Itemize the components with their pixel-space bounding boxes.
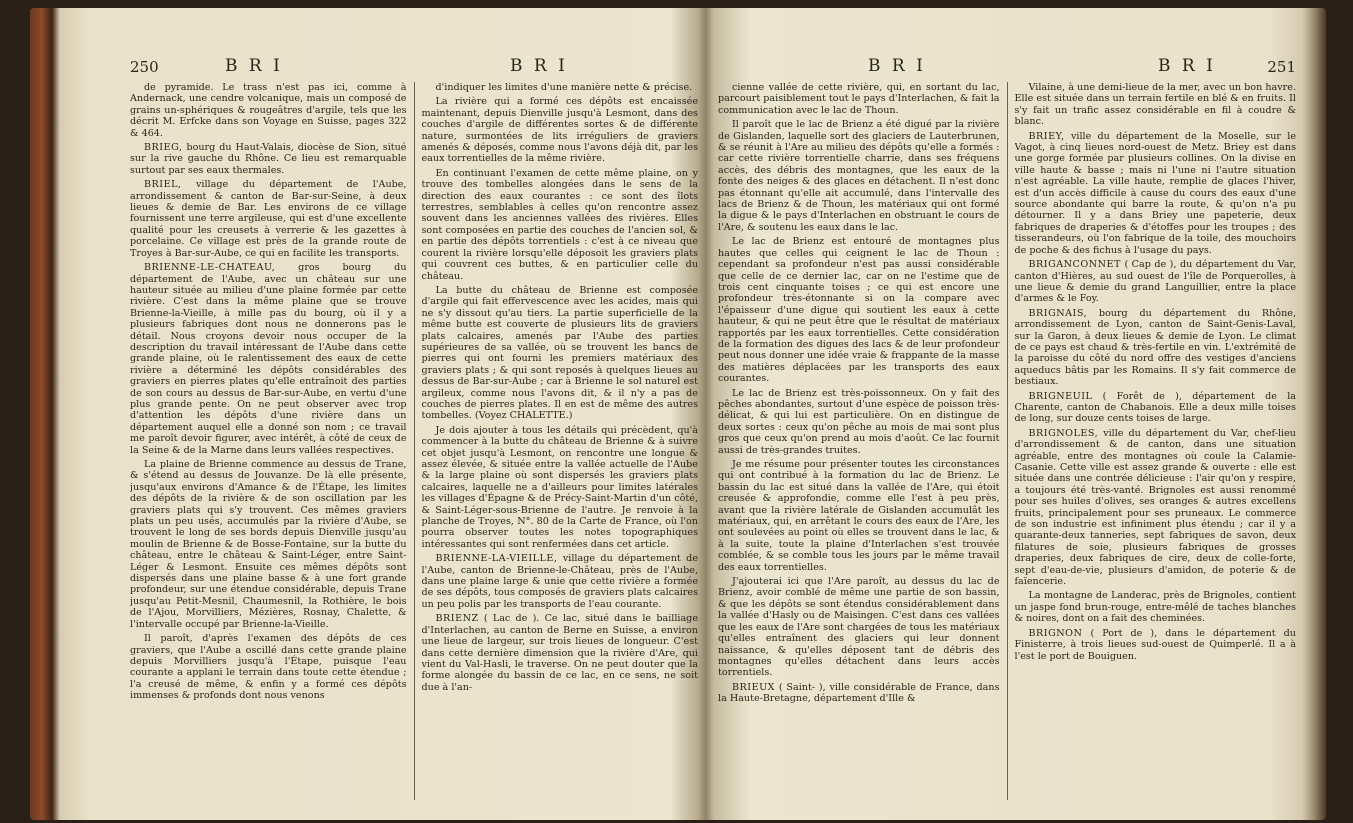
text-column [422, 82, 699, 800]
entry-text: Je me résume pour présenter toutes les circonstances qui ont contribué à la formation du lac de Brienz. Le bassin du lac est situé dans la vallée de l'Are, qui étoit creusée & approfondie, comme elle l'est à peu près, avant que la rivière latérale de Gislanden accumulât les matériaux, qui, en arrêtant le cours des eaux de l'Are, les ont soulevées au point où elles se trouvent dans le lac, & à la suite, toute la plaine d'Interlachen s'est trouvée comblée, & se comble tous les jours par le même travail des eaux torrentielles. [718, 459, 1000, 573]
right-page [718, 28, 1296, 808]
entry-text: village du département de l'Aube, canton de Brienne-le-Château, près de l'Aube, dans une plaine large & unie que cette rivière a formée de ses dépôts, tous composés de graviers plats calcaires un peu polis par les transports de l'eau courante. [421, 553, 698, 610]
dictionary-entry [1015, 428, 1297, 588]
entry-headword: BRIEL, [144, 179, 182, 191]
entry-headword: BRIENZ [435, 613, 479, 625]
dictionary-entry [422, 613, 699, 693]
paragraph [422, 285, 699, 422]
open-book [30, 8, 1326, 820]
paragraph [1015, 590, 1297, 624]
dictionary-entry [1015, 131, 1297, 256]
dictionary-entry [718, 682, 1000, 705]
column-rule [414, 82, 415, 800]
dictionary-entry [130, 179, 407, 259]
dictionary-entry [130, 262, 407, 456]
dictionary-entry [130, 142, 407, 176]
entry-text: village du département de l'Aube, arrondissement & canton de Bar-sur-Seine, à deux lieues & demie de Bar. Les environs de ce village fournissent une terre argileuse, qui est d'une excellente qualité pour les creusets à verrerie & les gazettes à porcelaine. Ce village est près de la grande route de Troyes à Bar-sur-Aube, ce qui en facilite les transports. [130, 179, 407, 259]
entry-text: Je dois ajouter à tous les détails qui précèdent, qu'à commencer à la butte du château de Brienne & à suivre cet objet jusqu'à Lesmont, on rencontre une longue & assez élevée, & située entre la vallée actuelle de l'Aube & la large plaine où sont dispersés les graviers plats calcaires, laquelle ne a d'ailleurs pour limites latérales les villages d'Épagne & de Précy-Saint-Martin d'un côté, & Saint-Léger-sous-Brienne de l'autre. Je renvoie à la planche de Troyes, N°. 80 de la Carte de France, où l'on pourra observer toutes les notes topographiques intéressantes qui sont renfermées dans cet article. [421, 424, 698, 550]
paragraph [130, 82, 407, 139]
entry-text: d'indiquer les limites d'une manière nette & précise. [435, 82, 693, 93]
entry-text: ( Lac de ). Ce lac, situé dans le bailliage d'Interlachen, au canton de Berne en Suisse, a environ une lieue de largeur, sur trois lieues de longueur. C'est dans cette dernière dimension que la rivière d'Are, qui vient du Val-Hasli, le traverse. On ne peut douter que la forme alongée du bassin de ce lac, en ce sens, ne soit due à l'an- [421, 613, 698, 693]
paragraph [718, 119, 1000, 233]
entry-text: Vilaine, à une demi-lieue de la mer, avec un bon havre. Elle est située dans un terrain fertile en blé & en fruits. Il s'y fait un trafic assez considérable en fil à coudre & blanc. [1014, 82, 1296, 128]
page-number: 250 [130, 58, 159, 76]
running-head: B R I [868, 56, 926, 76]
page-number: 251 [1267, 58, 1296, 76]
entry-text: gros bourg du département de l'Aube, avec un château sur une hauteur située au milieu d'une plaine formée par cette rivière. C'est dans la même plaine que se trouve Brienne-la-Vieille, à mille pas du bourg, où il y a plusieurs fabriques dont nous ne donnerons pas le détail. Nous croyons devoir nous occuper de la description du travail intéressant de l'Aube dans cette grande plaine, où le ralentissement des eaux de cette rivière a déterminé les dépôts considérables des graviers en pierres plates qu'elle entraînoit des parties de son cours au dessus de Bar-sur-Aube, en vertu d'une plus grande pente. On ne peut observer avec trop d'attention les dépôts d'une rivière dans un département auquel elle a donné son nom ; ce travail me paroît devoir figurer, avec intérêt, à côté de ceux de la Seine & de la Marne dans leurs vallées respectives. [130, 262, 407, 456]
entry-text: ( Port de ), dans le département du Finisterre, à trois lieues sud-ouest de Quimperlé. Il a à l'est le port de Bouiguen. [1014, 627, 1296, 662]
left-page-header [130, 56, 698, 82]
running-head: B R I [1158, 56, 1216, 76]
running-head: B R I [225, 56, 283, 76]
column-rule [1007, 82, 1008, 800]
left-page [130, 28, 698, 808]
paragraph [422, 168, 699, 282]
entry-headword: BRIENNE-LA-VIEILLE, [435, 553, 558, 565]
paragraph [718, 82, 1000, 116]
entry-text: Le lac de Brienz est entouré de montagnes plus hautes que celles qui ceignent le lac de Thoun : cependant sa profondeur n'est pas aussi considérable que celle de ce dernier lac, car on ne l'estime que de trois cent cinquante toises ; ce qui est encore une profondeur très-étonnante si on la compare avec l'épaisseur d'une digue qui soutient les eaux à cette hauteur, & qui ne peut être que le résultat de matériaux rapportés par les eaux torrentielles. Cette considération de la formation des digues des lacs & de leur profondeur peut nous donner une idée vraie & frappante de la masse des matières déplacées par les transports des eaux courantes. [718, 236, 1000, 385]
entry-text: cienne vallée de cette rivière, qui, en sortant du lac, parcourt paisiblement tout le pays d'Interlachen, & fait la communication avec le lac de Thoun. [718, 82, 1000, 116]
paragraph [718, 576, 1000, 679]
entry-text: de pyramide. Le trass n'est pas ici, comme à Andernack, une cendre volcanique, mais un composé de grains un-sphériques & rougeâtres d'argile, tels que les décrit M. Erfcke dans son Voyage en Suisse, pages 322 & 464. [130, 82, 407, 139]
entry-headword: BRIGNOLES, [1028, 427, 1099, 439]
text-column [130, 82, 407, 800]
entry-text: bourg du département du Rhône, arrondissement de Lyon, canton de Saint-Genis-Laval, sur la Garon, à deux lieues & demie de Lyon. Le climat de ce pays est chaud & très-fertile en vin. L'extrémité de la paroisse du côté du nord offre des vestiges d'anciens aqueducs bâtis par les Romains. Il s'y fait commerce de bestiaux. [1014, 307, 1296, 388]
entry-text: La montagne de Landerac, près de Brignoles, contient un jaspe fond brun-rouge, entre-mêlé de taches blanches & noires, dont on a fait des cheminées. [1014, 590, 1296, 625]
entry-text: En continuant l'examen de cette même plaine, on y trouve des tombelles alongées dans le sens de la direction des eaux courantes : ce sont des îlots terrestres, semblables à celles qu'on rencontre assez souvent dans les anciennes vallées des rivières. Elles sont composées en partie des couches de l'ancien sol, & en partie des dépôts torrentiels : c'est à ce niveau que courent la rivière lorsqu'elle déposoit les graviers plats qui couvrent ces buttes, & en particulier celle du château. [421, 167, 698, 282]
paragraph [718, 236, 1000, 384]
entry-headword: BRIEUX [732, 681, 775, 693]
dictionary-entry [1015, 628, 1297, 662]
entry-text: J'ajouterai ici que l'Are paroît, au dessus du lac de Brienz, avoir comblé de même une partie de son bassin, & que les dépôts se sont étendus considérablement dans la vallée d'Hasly ou de Maisingen. C'est dans ces vallées que les eaux de l'Are sont chargées de tous les matériaux qu'elles entraînent des glaciers qui leur donnent naissance, & qu'elles déposent tant de débris des montagnes qu'elles détachent dans leurs accès torrentiels. [718, 576, 1000, 679]
dictionary-entry [1015, 259, 1297, 305]
paragraph [130, 633, 407, 701]
left-page-columns [130, 82, 698, 800]
right-page-header [718, 56, 1296, 82]
entry-text: La plaine de Brienne commence au dessus de Trane, & s'étend au dessus de Jouvanze. De là elle présente, jusqu'aux environs d'Amance & de l'Étape, les limites des dépôts de la rivière & de son oscillation par les graviers plats qui s'y trouvent. Ces mêmes graviers plats un peu usés, accumulés par la rivière d'Aube, se trouvent le long de ses bords depuis Dienville jusqu'au moulin de Brienne & de Bosse-Fontaine, sur la butte du château, entre le château & Saint-Léger, entre Saint-Léger & Lesmont. Ensuite ces mêmes dépôts sont dispersés dans une plaine basse & à une fort grande profondeur, sur une étendue considérable, depuis Trane jusqu'au Petit-Mesnil, Chaumesnil, la Rothière, le bois de l'Ajou, Morvilliers, Mézières, Rosnay, Chalette, & l'intervalle occupé par Brienne-la-Vieille. [130, 459, 407, 630]
entry-text: ( Forêt de ), département de la Charente, canton de Chabanois. Elle a deux mille toises de long, sur douze cents toises de large. [1014, 390, 1296, 425]
dictionary-entry [1015, 308, 1297, 388]
right-page-columns [718, 82, 1296, 800]
entry-headword: BRIGNEUIL [1028, 390, 1093, 402]
entry-text: Il paroît que le lac de Brienz a été digué par la rivière de Gislanden, laquelle sort des glaciers de Lauterbrunen, & se réunit à l'Are au milieu des dépôts qu'elle a formés : car cette rivière torrentielle charrie, dans ses fréquens accès, des débris des montagnes, que les eaux de la fonte des neiges & des glaces en détachent. Il n'est donc pas étonnant qu'elle ait accumulé, dans l'intervalle des lacs de Brienz & de Thoun, les matériaux qui ont formé la digue & le pays d'Interlachen en obstruant le cours de l'Are, & soutenu les eaux dans le lac. [718, 119, 1000, 233]
entry-text: La rivière qui a formé ces dépôts est encaissée maintenant, depuis Dienville jusqu'à Lesmont, dans des couches d'argile de différentes sortes & de différente nature, surmontées de lits irréguliers de graviers amenés & déposés, comme nous l'avons déjà dit, par les eaux torrentielles de la même rivière. [421, 96, 698, 165]
paragraph [130, 459, 407, 630]
running-head: B R I [510, 56, 568, 76]
text-column [718, 82, 1000, 800]
entry-headword: BRIEY, [1028, 130, 1065, 142]
entry-headword: BRIGANCONNET [1028, 259, 1121, 271]
entry-headword: BRIEG, [144, 142, 183, 154]
paragraph [422, 425, 699, 550]
entry-text: Il paroît, d'après l'examen des dépôts de ces graviers, que l'Aube a oscillé dans cette grande plaine depuis Morvilliers jusqu'à l'Étape, puisque l'eau courante a applani le terrain dans toute cette étendue ; l'a creusé de même, & enfin y a formé ces dépôts immenses & profonds dont nous venons [130, 633, 407, 702]
entry-text: La butte du château de Brienne est composée d'argile qui fait effervescence avec les acides, mais qui ne s'y dissout qu'au tiers. La partie superficielle de la même butte est couverte de plusieurs lits de graviers plats calcaires, amenés par l'Aube des parties supérieures de sa vallée, où se trouvent les bancs de pierres qui ont fourni les premiers matériaux des graviers plats ; & qui sont reposés à quelques lieues au dessus de Bar-sur-Aube ; car à Brienne le sol naturel est argileux, comme nous l'avons dit, & il n'y a pas de couches de pierres plates. Il en est de même des autres tombelles. (Voyez CHALETTE.) [421, 284, 698, 422]
dictionary-entry [422, 553, 699, 610]
text-column [1015, 82, 1297, 800]
paragraph [422, 96, 699, 164]
entry-headword: BRIGNAIS, [1028, 307, 1088, 319]
dictionary-entry [1015, 391, 1297, 425]
entry-text: bourg du Haut-Valais, diocèse de Sion, situé sur la rive gauche du Rhône. Ce lieu est remarquable surtout par ses eaux thermales. [130, 142, 407, 176]
entry-text: ( Saint- ), ville considérable de France, dans la Haute-Bretagne, département d'Ille & [718, 681, 1000, 705]
entry-headword: BRIGNON [1028, 627, 1083, 639]
entry-text: ( Cap de ), du département du Var, canton d'Hières, au sud ouest de l'île de Porquerolles, à une lieue & demie du grand Languillier, entre la place d'armes & le Foy. [1014, 259, 1296, 305]
entry-text: Le lac de Brienz est très-poissonneux. On y fait des pêches abondantes, surtout d'une espèce de poisson très-délicat, & qui lui est particulière. On en distingue de deux sortes : ceux qu'on pêche au mois de mai sont plus gros que ceux qu'on prend au mois d'août. Ce lac fournit aussi de très-grandes truites. [718, 387, 1000, 456]
entry-text: ville du département de la Moselle, sur le Vagot, à cinq lieues nord-ouest de Metz. Briey est dans une gorge formée par plusieurs collines. On la divise en ville haute & basse ; mais ni l'une ni l'autre situation n'est agréable. La ville haute, remplie de glaces l'hiver, est d'un accès difficile à cause du cours des eaux d'une source abondante qui barre la route, & qu'on n'a pu détourner. Il y a dans Briey une papeterie, deux fabriques de draperies & d'étoffes pour les troupes ; des tisserandeurs, où l'on fabrique de la toile, des mouchoirs de poche & des fichus à l'usage du pays. [1014, 130, 1296, 256]
entry-headword: BRIENNE-LE-CHATEAU, [144, 262, 276, 274]
paragraph [422, 82, 699, 93]
paragraph [718, 459, 1000, 573]
paragraph [718, 388, 1000, 456]
paragraph [1015, 82, 1297, 128]
entry-text: ville du département du Var, chef-lieu d'arrondissement & de canton, dans une situation agréable, entre des montagnes où coule la Calamie-Casanie. Cette ville est assez grande & ouverte : elle est située dans une contrée délicieuse : l'air qu'on y respire, a toujours été très-vanté. Brignoles est aussi renommé pour ses huiles d'olives, ses oranges & autres excellens fruits, principalement pour ses pruneaux. Le commerce de son industrie est infiniment plus étendu ; car il y a quarante-deux tanneries, sept fabriques de savon, deux filatures de soie, plusieurs fabriques de grosses draperies, deux fabriques de cire, deux de colle-forte, sept d'eau-de-vie, plusieurs d'amidon, de poterie & de faïencerie. [1014, 427, 1296, 588]
